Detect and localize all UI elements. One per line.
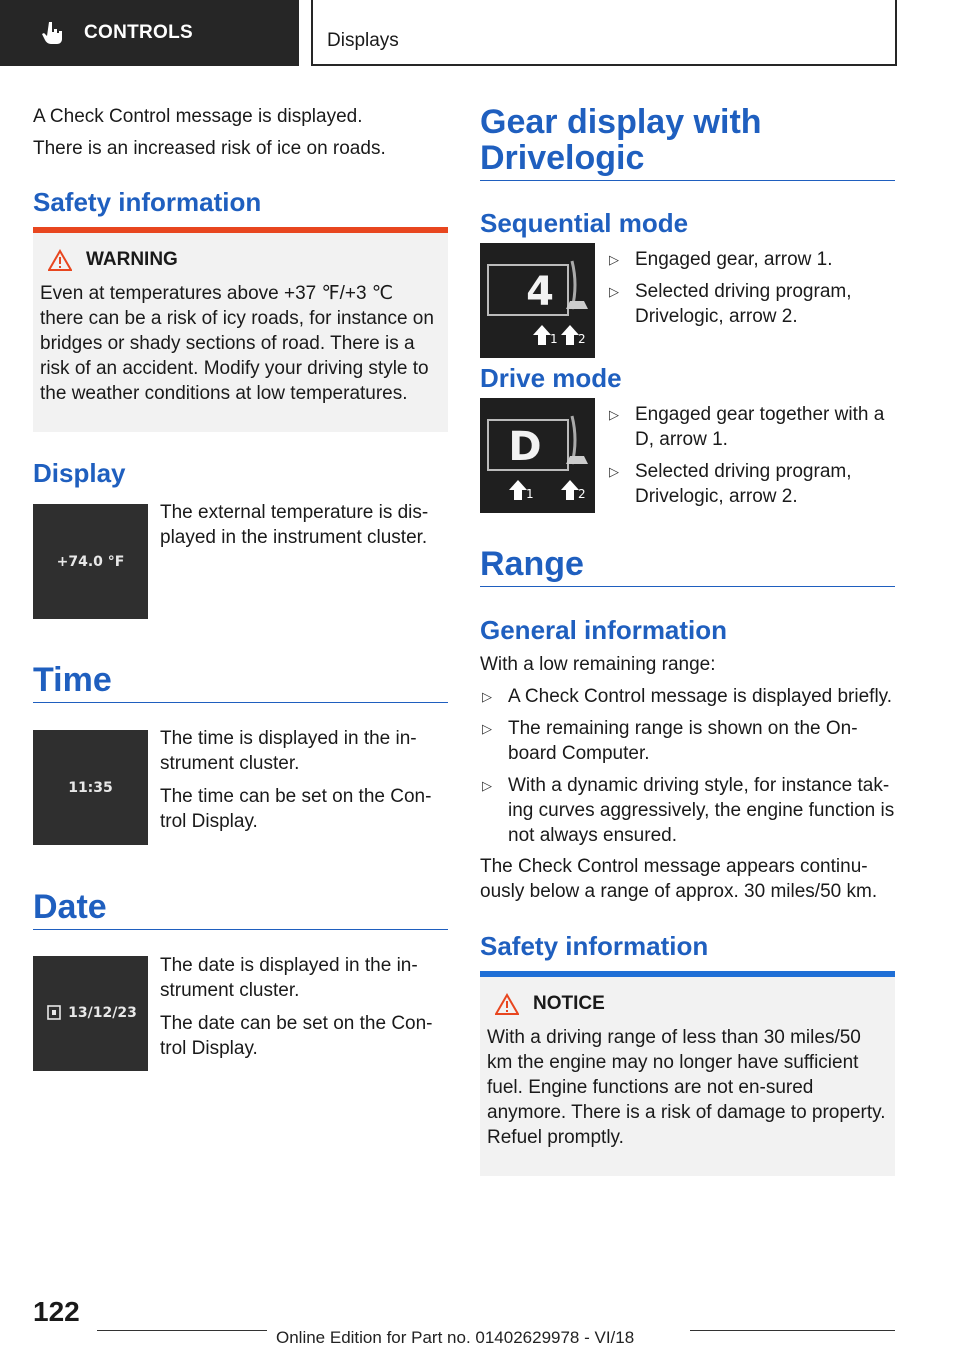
general-intro: With a low remaining range: (480, 654, 716, 675)
notice-title: NOTICE (495, 993, 887, 1015)
list-item: ▷ Selected driving program, Drivelogic, arrow 2. (607, 279, 897, 329)
safety-heading: Safety information (33, 187, 262, 217)
intro-line-2: There is an increased risk of ice on roads. (33, 138, 386, 159)
general-list (480, 684, 898, 855)
range-safety-heading: Safety information (480, 931, 709, 961)
list-item: ▷ The remaining range is shown on the On-board Computer. (480, 716, 898, 766)
intro-line-1: A Check Control message is displayed. (33, 106, 363, 127)
warning-triangle-icon (495, 993, 519, 1015)
general-outro: The Check Control message appears continu-ously below a range of approx. 30 miles/50 km. (480, 856, 878, 902)
drive-heading: Drive mode (480, 363, 622, 393)
drive-list (607, 402, 897, 516)
drive-gear-value: D (508, 424, 542, 470)
drive-gear-graphic (480, 398, 595, 513)
footer-edition: Online Edition for Part no. 01402629978 - VI/18 (276, 1328, 635, 1347)
svg-text:1: 1 (526, 487, 534, 501)
section-label: Displays (327, 30, 399, 51)
temperature-display-image (33, 504, 148, 619)
time-readout: 11:35 (68, 780, 113, 796)
time-text-1: The time is displayed in the in-strument cluster. (160, 728, 417, 774)
general-info-heading: General information (480, 615, 728, 645)
chapter-label: CONTROLS (84, 22, 194, 43)
footer-rule-right (690, 1330, 895, 1331)
list-item: ▷ With a dynamic driving style, for instance tak-ing curves aggressively, the engine function is not always ensured. (480, 773, 898, 848)
date-readout: 13/12/23 (68, 1005, 137, 1021)
page-number: 122 (33, 1296, 80, 1327)
sequential-list (607, 247, 897, 336)
temperature-readout: +74.0 °F (56, 554, 125, 570)
time-heading: Time (33, 662, 448, 703)
svg-text:2: 2 (578, 332, 586, 346)
sequential-gear-value: 4 (526, 269, 554, 315)
svg-text:2: 2 (578, 487, 586, 501)
list-item: ▷ Engaged gear, arrow 1. (607, 247, 897, 272)
time-display-image (33, 730, 148, 845)
section-header (311, 0, 897, 66)
display-heading: Display (33, 458, 126, 488)
date-display-image (33, 956, 148, 1071)
warning-text: Even at temperatures above +37 ℉/+3 ℃ there can be a risk of icy roads, for instance on bridges or shady sections of road. There is a risk of an accident. Modify your driving style to the weather conditions at low temperatures. (40, 283, 434, 404)
date-text-2: The date can be set on the Con-trol Display. (160, 1013, 433, 1059)
notice-text: With a driving range of less than 30 miles/50 km the engine may no longer have sufficient fuel. Engine functions are not en-sured anymore. There is a risk of damage to property. Refuel promptly. (487, 1027, 886, 1148)
sequential-heading: Sequential mode (480, 208, 689, 238)
drive-gear-image (480, 398, 595, 513)
notice-box (480, 971, 895, 1176)
date-text-1: The date is displayed in the in-strument cluster. (160, 955, 418, 1001)
warning-triangle-icon (48, 249, 72, 271)
list-item: ▷ Selected driving program, Drivelogic, arrow 2. (607, 459, 897, 509)
svg-text:1: 1 (550, 332, 558, 346)
range-heading: Range (480, 546, 895, 587)
chapter-tab (0, 0, 299, 66)
sequential-gear-image (480, 243, 595, 358)
date-heading: Date (33, 889, 448, 930)
hand-pointer-icon (40, 20, 66, 46)
sequential-gear-graphic (480, 243, 595, 358)
gear-display-heading: Gear display with Drivelogic (480, 104, 895, 181)
footer-rule-left (97, 1330, 267, 1331)
list-item: ▷ Engaged gear together with a D, arrow 1. (607, 402, 897, 452)
display-text: The external temperature is dis-played in the instrument cluster. (160, 502, 429, 548)
warning-box (33, 227, 448, 432)
warning-title: WARNING (48, 249, 440, 271)
list-item: ▷ A Check Control message is displayed briefly. (480, 684, 898, 709)
time-text-2: The time can be set on the Con-trol Display. (160, 786, 432, 832)
